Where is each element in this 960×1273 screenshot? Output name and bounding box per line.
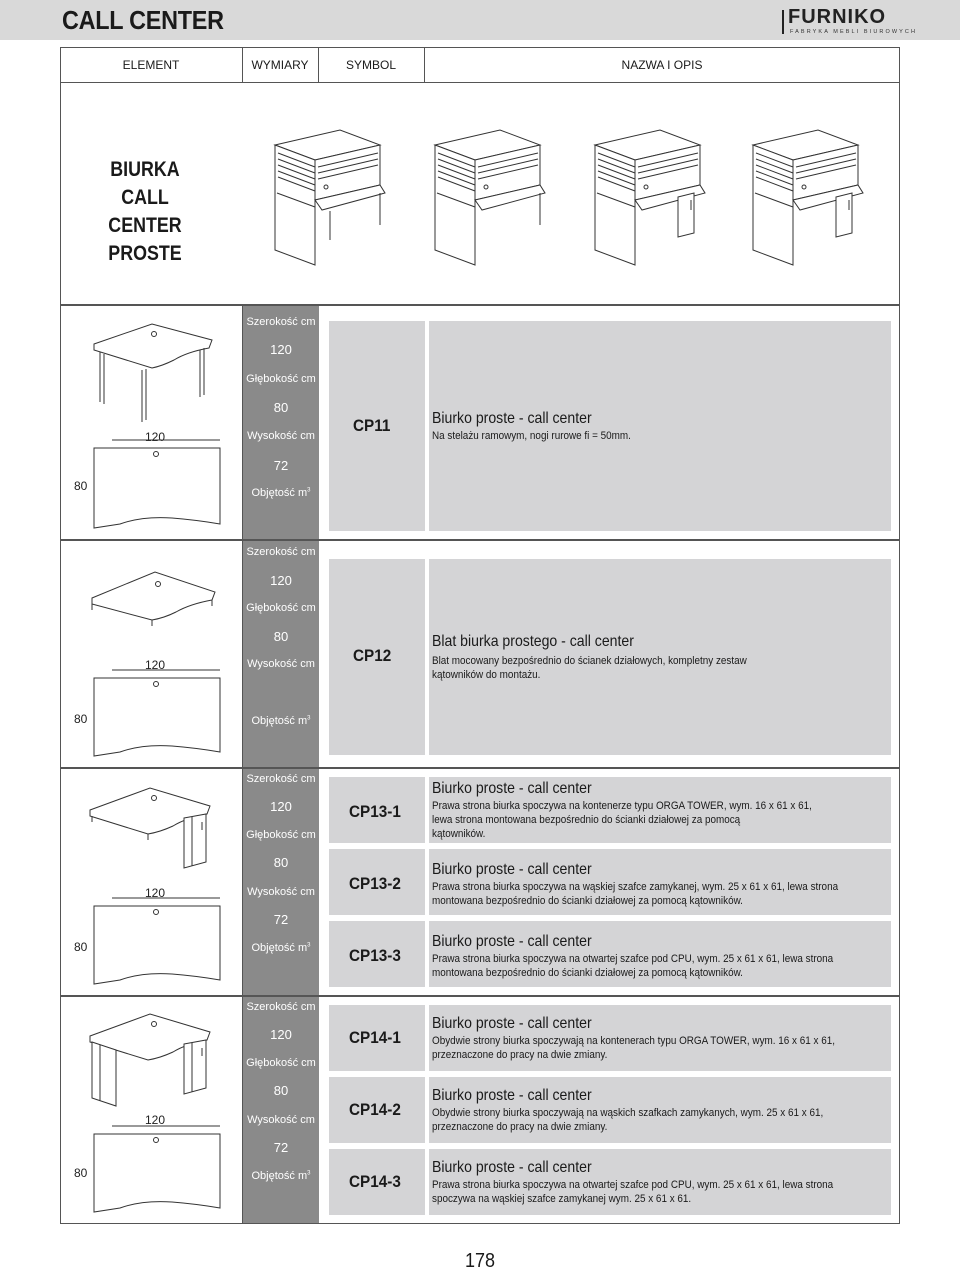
page-number: 178 [464,1250,496,1272]
description-line: Prawa strona biurka spoczywa na wąskiej szafce zamykanej, wym. 25 x 61 x 61, lewa strona [432,881,839,893]
description-line: spoczywa na wąskiej szafce zamykanej wym. 25 x 61 x 61. [432,1193,692,1205]
volume-sup: 3 [307,487,311,494]
dimensions-cell [243,306,319,539]
volume-label-text: Objętość m [251,1170,308,1182]
col-nazwa: NAZWA I OPIS [424,47,900,83]
symbol-cell [319,306,901,539]
symbol-code: CP13-3 [349,946,401,965]
width-label: Szerokość cm [246,773,316,785]
description-line: montowana bezpośrednio do ścianki działowej za pomocą kątowników. [432,967,743,979]
symbol-code: CP13-2 [349,874,401,893]
symbol-code: CP12 [353,646,392,665]
volume-label [243,715,319,727]
booth-illustration-cp14 [748,125,868,270]
col-separator [242,47,243,83]
booth-illustration-cp13 [590,125,710,270]
description-line: kątowników. [432,828,486,840]
plan-width-label: 120 [145,658,166,672]
logo-mark [782,10,786,34]
width-label: Szerokość cm [246,546,316,558]
desk-iso-cp13 [88,784,218,874]
volume-label [243,942,319,954]
description-line: przeznaczone do pracy na dwie zmiany. [432,1049,608,1061]
description-body [432,654,747,682]
logo-subtitle: FABRYKA MEBLI BIUROWYCH [790,29,918,35]
description-body [432,1178,833,1206]
hero-line: PROSTE [108,242,182,265]
depth-value: 80 [273,400,289,415]
booth-illustration-cp11 [270,125,390,270]
dimensions-cell [243,541,319,767]
height-label: Wysokość cm [247,658,315,670]
hero-line: CALL CENTER [108,186,182,237]
height-label: Wysokość cm [247,430,315,442]
width-value: 120 [270,1027,292,1042]
desk-iso-cp11 [92,322,217,427]
symbol-cell [319,997,901,1223]
width-value: 120 [270,799,292,814]
description-title: Biurko proste - call center [432,861,592,878]
hero-title [90,156,201,268]
symbol-code: CP13-1 [349,802,401,821]
symbol-cell [319,769,901,995]
height-label: Wysokość cm [247,1114,315,1126]
volume-label-text: Objętość m [251,715,308,727]
plan-depth-label: 80 [74,1166,88,1180]
depth-label: Głębokość cm [246,1057,316,1069]
description-line: Blat mocowany bezpośrednio do ścianek działowych, kompletny zestaw [432,655,747,667]
logo-text: FURNIKO [788,6,887,28]
height-label: Wysokość cm [247,886,315,898]
height-value: 72 [273,1140,289,1155]
depth-label: Głębokość cm [246,373,316,385]
description-title: Biurko proste - call center [432,933,592,950]
width-value: 120 [270,573,292,588]
desk-plan-cp11 [92,446,222,530]
width-label: Szerokość cm [246,316,316,328]
volume-sup: 3 [307,942,311,949]
col-separator [318,47,319,83]
description-line: Obydwie strony biurka spoczywają na wąskich szafkach zamykanych, wym. 25 x 61 x 61, [432,1107,824,1119]
symbol-cell [319,541,901,767]
plan-depth-label: 80 [74,479,88,493]
volume-sup: 3 [307,715,311,722]
description-line: kątowników do montażu. [432,669,541,681]
volume-label [243,1170,319,1182]
desk-iso-cp12 [90,568,220,638]
depth-label: Głębokość cm [246,829,316,841]
description-title: Biurko proste - call center [432,1015,592,1032]
plan-width-label: 120 [145,886,166,900]
width-value: 120 [270,342,292,357]
desk-plan-cp12 [92,676,222,760]
hero-line: BIURKA [110,158,180,181]
volume-label-text: Objętość m [251,487,308,499]
description-body: Na stelażu ramowym, nogi rurowe fi = 50mm. [432,430,631,442]
description-body [432,1106,823,1134]
symbol-code: CP14-1 [349,1028,401,1047]
volume-sup: 3 [307,1170,311,1177]
description-title: Biurko proste - call center [432,410,592,427]
description-body [432,880,838,908]
desk-plan-cp13 [92,904,222,988]
depth-value: 80 [273,855,289,870]
dimensions-cell [243,769,319,995]
desk-iso-cp14 [88,1010,218,1110]
description-title: Blat biurka prostego - call center [432,633,634,650]
description-line: Prawa strona biurka spoczywa na otwartej szafce pod CPU, wym. 25 x 61 x 61, lewa strona [432,1179,834,1191]
description-line: przeznaczone do pracy na dwie zmiany. [432,1121,608,1133]
description-body [432,799,812,841]
description-title: Biurko proste - call center [432,1159,592,1176]
description-line: Prawa strona biurka spoczywa na otwartej szafce pod CPU, wym. 25 x 61 x 61, lewa strona [432,953,834,965]
height-value: 72 [273,912,289,927]
col-separator [424,47,425,83]
description-line: Obydwie strony biurka spoczywają na kontenerach typu ORGA TOWER, wym. 16 x 61 x 61, [432,1035,835,1047]
description-line: Prawa strona biurka spoczywa na kontenerze typu ORGA TOWER, wym. 16 x 61 x 61, [432,800,812,812]
dimensions-cell [243,997,319,1223]
col-symbol: SYMBOL [318,47,424,83]
description-title: Biurko proste - call center [432,1087,592,1104]
page-title: CALL CENTER [62,5,224,35]
booth-illustration-cp12 [430,125,550,270]
symbol-code: CP14-3 [349,1172,401,1191]
brand-logo [782,6,918,36]
description-body [432,952,833,980]
plan-width-label: 120 [145,430,166,444]
symbol-code: CP11 [353,416,391,435]
description-line: lewa strona montowana bezpośrednio do ścianki działowej za pomocą [432,814,741,826]
plan-depth-label: 80 [74,712,88,726]
description-title: Biurko proste - call center [432,780,592,797]
height-value: 72 [273,458,289,473]
depth-value: 80 [273,629,289,644]
depth-value: 80 [273,1083,289,1098]
col-element: ELEMENT [60,47,242,83]
col-wymiary: WYMIARY [242,47,318,83]
description-line: montowana bezpośrednio do ścianki działowej za pomocą kątowników. [432,895,743,907]
depth-label: Głębokość cm [246,602,316,614]
symbol-code: CP14-2 [349,1100,401,1119]
plan-width-label: 120 [145,1113,166,1127]
width-label: Szerokość cm [246,1001,316,1013]
plan-depth-label: 80 [74,940,88,954]
volume-label [243,487,319,499]
volume-label-text: Objętość m [251,942,308,954]
desk-plan-cp14 [92,1132,222,1216]
description-body [432,1034,835,1062]
